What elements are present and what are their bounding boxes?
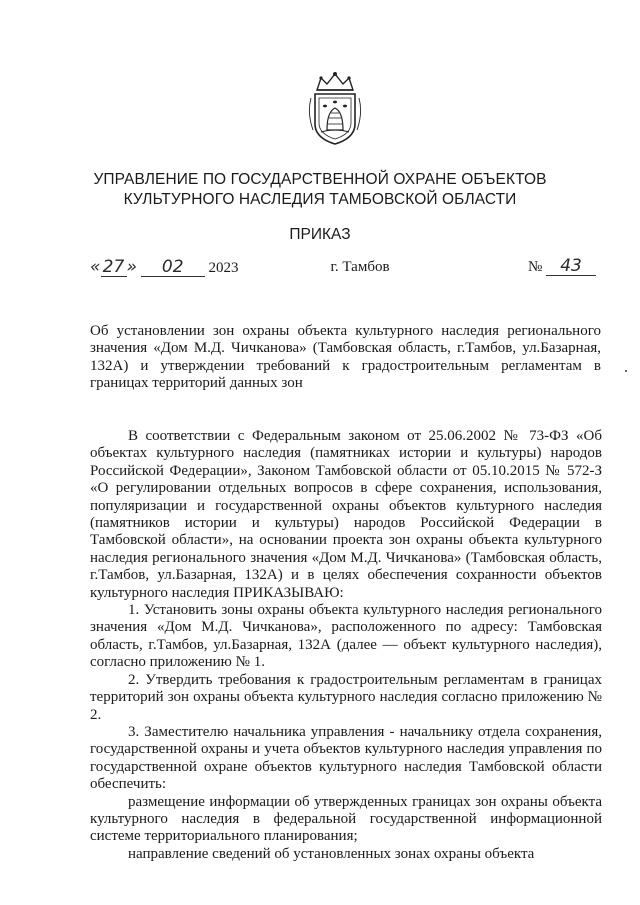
document-city: г. Тамбов	[330, 259, 390, 275]
body-paragraph: 1. Установить зоны охраны объекта культурного наследия регионального значения «Дом М.Д. Чичканова», расположенного по адресу: Тамбовская область, г.Тамбов, ул.Базарная, 132А (далее — объект культурного наследия), согласно приложению № 1.	[90, 602, 602, 671]
tambov-coat-of-arms-icon	[303, 68, 367, 148]
document-number	[528, 257, 596, 276]
agency-header	[80, 170, 560, 210]
date-quote-close: »	[126, 257, 137, 277]
body-paragraph: направление сведений об установленных зонах охраны объекта	[128, 845, 535, 862]
date-month: 02	[141, 258, 205, 277]
number-prefix: №	[528, 259, 543, 275]
agency-name-line-2: КУЛЬТУРНОГО НАСЛЕДИЯ ТАМБОВСКОЙ ОБЛАСТИ	[123, 191, 517, 208]
body-paragraph: размещение информации об утвержденных границах зон охраны объекта культурного наследия в федеральной государственной информационной системе территориального планирования;	[90, 793, 602, 845]
date-quote-open: «	[90, 257, 101, 277]
body-paragraph: В соответствии с Федеральным законом от 25.06.2002 № 73-ФЗ «Об объектах культурного наследия (памятниках истории и культуры) народов Российской Федерации», Законом Тамбовской области от 05.10.2015 № 572-З «О регулировании отдельных вопросов в сфере сохранения, использования, популяризации и государственной охраны объектов культурного наследия (памятников истории и культуры) народов Российской Федерации в Тамбовской области», на основании проекта зон охраны объекта культурного наследия регионального значения «Дом М.Д. Чичканова» (Тамбовская область, г.Тамбов, ул.Базарная, 132А) и в целях обеспечения сохранности объектов культурного наследия ПРИКАЗЫВАЮ:	[90, 428, 602, 601]
agency-name-line-1: УПРАВЛЕНИЕ ПО ГОСУДАРСТВЕННОЙ ОХРАНЕ ОБЪЕКТОВ	[93, 171, 547, 188]
edge-mark	[625, 370, 627, 372]
date-day: 27	[101, 258, 127, 277]
document-date	[90, 257, 239, 277]
date-number-line	[90, 257, 600, 281]
document-type: ПРИКАЗ	[289, 226, 351, 243]
order-body	[90, 428, 602, 863]
body-paragraph: 3. Заместителю начальника управления - начальнику отдела сохранения, государственной охраны и учета объектов культурного наследия управления по государственной охране объектов культурного наследия Тамбовской области обеспечить:	[90, 723, 602, 793]
order-title: Об установлении зон охраны объекта культурного наследия регионального значения «Дом М.Д. Чичканова» (Тамбовская область, г.Тамбов, ул.Базарная, 132А) и утверждении требований к градостроительным регламентам в границах территорий данных зон	[90, 323, 601, 392]
body-paragraph: 2. Утвердить требования к градостроительным регламентам в границах территорий зон охраны объекта культурного наследия согласно приложению № 2.	[90, 671, 602, 723]
date-year: 2023	[208, 260, 239, 276]
number-value: 43	[546, 257, 596, 276]
